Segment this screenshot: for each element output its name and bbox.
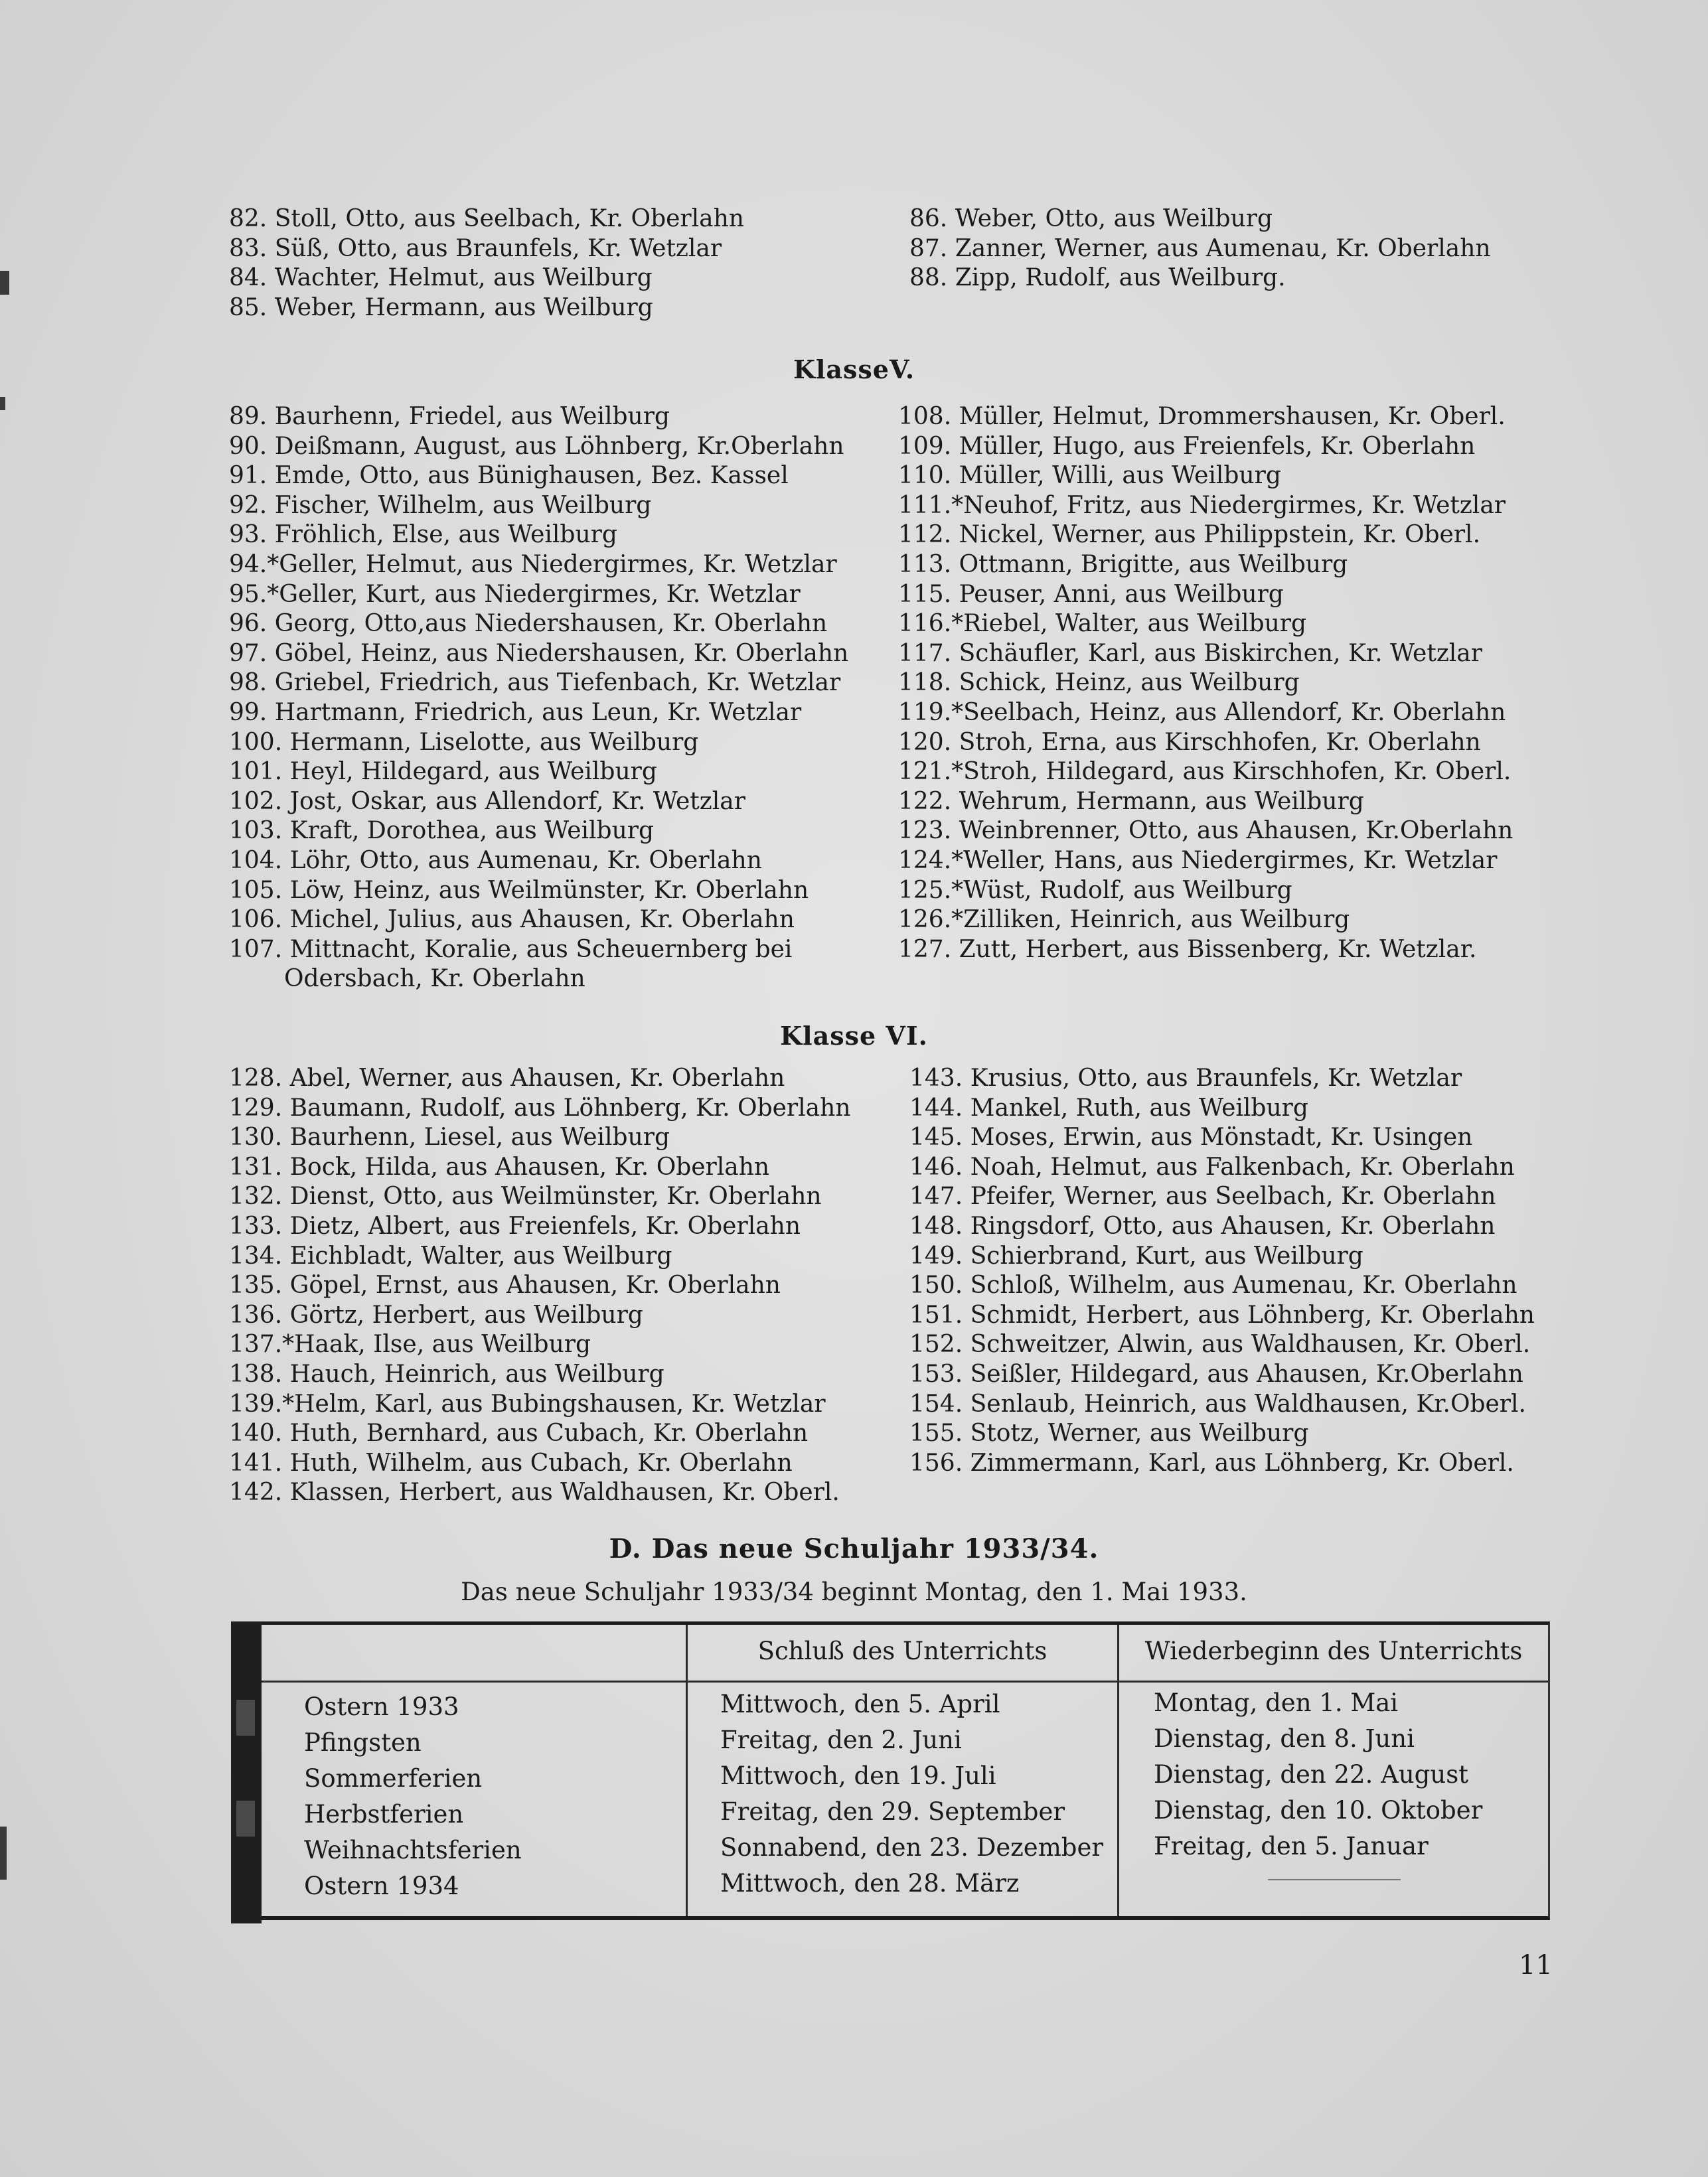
top-list-left [229, 204, 744, 323]
student-entry: 154. Senlaub, Heinrich, aus Waldhausen, Kr.Oberl. [909, 1390, 1526, 1418]
student-entry: 115. Peuser, Anni, aus Weilburg [898, 580, 1284, 608]
student-entry: 90. Deißmann, August, aus Löhnberg, Kr.Oberlahn [229, 432, 844, 460]
student-entry: 88. Zipp, Rudolf, aus Weilburg. [909, 264, 1286, 292]
student-entry: 149. Schierbrand, Kurt, aus Weilburg [909, 1242, 1363, 1270]
student-entry: 124.*Weller, Hans, aus Niedergirmes, Kr. Wetzlar [898, 846, 1498, 874]
student-entry: 135. Göpel, Ernst, aus Ahausen, Kr. Oberlahn [229, 1272, 781, 1300]
student-entry: 126.*Zilliken, Heinrich, aus Weilburg [898, 906, 1350, 934]
holiday-name: Sommerferien [304, 1764, 483, 1793]
klasse-6-right-column [909, 1064, 1535, 1478]
student-entry: 105. Löw, Heinz, aus Weilmünster, Kr. Oberlahn [229, 876, 809, 904]
student-entry: 140. Huth, Bernhard, aus Cubach, Kr. Oberlahn [229, 1420, 809, 1448]
student-entry: 101. Heyl, Hildegard, aus Weilburg [229, 758, 657, 786]
column-header-end: Schluß des Unterrichts [757, 1637, 1048, 1665]
student-entry: 98. Griebel, Friedrich, aus Tiefenbach, Kr. Wetzlar [229, 669, 841, 697]
student-entry: 103. Kraft, Dorothea, aus Weilburg [229, 817, 655, 845]
student-entry: 134. Eichbladt, Walter, aus Weilburg [229, 1242, 672, 1270]
student-entry: 112. Nickel, Werner, aus Philippstein, Kr. Oberl. [898, 521, 1481, 549]
student-entry: 116.*Riebel, Walter, aus Weilburg [898, 610, 1307, 638]
student-entry: 123. Weinbrenner, Otto, aus Ahausen, Kr.Oberlahn [898, 817, 1514, 845]
student-entry: 120. Stroh, Erna, aus Kirschhofen, Kr. Oberlahn [898, 728, 1481, 756]
top-list-right [909, 204, 1491, 293]
student-entry: 99. Hartmann, Friedrich, aus Leun, Kr. Wetzlar [229, 698, 802, 726]
student-entry: 96. Georg, Otto,aus Niedershausen, Kr. Oberlahn [229, 610, 828, 638]
student-entry: 130. Baurhenn, Liesel, aus Weilburg [229, 1124, 670, 1152]
student-entry: 86. Weber, Otto, aus Weilburg [909, 205, 1273, 232]
student-entry: 132. Dienst, Otto, aus Weilmünster, Kr. Oberlahn [229, 1183, 822, 1211]
student-entry: 148. Ringsdorf, Otto, aus Ahausen, Kr. Oberlahn [909, 1212, 1496, 1240]
student-entry: 91. Emde, Otto, aus Bünighausen, Bez. Kassel [229, 462, 789, 490]
student-entry: 94.*Geller, Helmut, aus Niedergirmes, Kr. Wetzlar [229, 550, 837, 578]
student-entry: 95.*Geller, Kurt, aus Niedergirmes, Kr. Wetzlar [229, 580, 801, 608]
klasse-5-right-column [898, 402, 1513, 964]
student-entry: 97. Göbel, Heinz, aus Niedershausen, Kr. Oberlahn [229, 639, 849, 667]
holiday-name: Weihnachtsferien [304, 1836, 522, 1864]
student-entry: 113. Ottmann, Brigitte, aus Weilburg [898, 550, 1348, 578]
student-entry: 100. Hermann, Liselotte, aus Weilburg [229, 728, 699, 756]
klasse-6-heading: Klasse VI. [780, 1021, 928, 1051]
student-entry: 146. Noah, Helmut, aus Falkenbach, Kr. Oberlahn [909, 1153, 1515, 1181]
column-header-resume: Wiederbeginn des Unterrichts [1144, 1637, 1523, 1665]
end-date: Freitag, den 29. September [720, 1797, 1065, 1826]
page-edge-mark [0, 1827, 7, 1880]
end-date: Sonnabend, den 23. Dezember [720, 1833, 1104, 1862]
page-number: 11 [1519, 1950, 1553, 1981]
student-entry: 125.*Wüst, Rudolf, aus Weilburg [898, 876, 1292, 904]
student-entry: 139.*Helm, Karl, aus Bubingshausen, Kr. Wetzlar [229, 1390, 826, 1418]
student-entry: 121.*Stroh, Hildegard, aus Kirschhofen, Kr. Oberl. [898, 758, 1512, 786]
student-entry: 93. Fröhlich, Else, aus Weilburg [229, 521, 617, 549]
student-entry: 150. Schloß, Wilhelm, aus Aumenau, Kr. Oberlahn [909, 1272, 1517, 1300]
student-entry: 118. Schick, Heinz, aus Weilburg [898, 669, 1300, 697]
student-entry: 155. Stotz, Werner, aus Weilburg [909, 1420, 1309, 1448]
student-entry: 127. Zutt, Herbert, aus Bissenberg, Kr. Wetzlar. [898, 935, 1477, 963]
student-entry: 153. Seißler, Hildegard, aus Ahausen, Kr.Oberlahn [909, 1360, 1523, 1388]
table-left-bar [231, 1621, 262, 1923]
table-bar-notch [236, 1700, 255, 1736]
page-edge-mark [0, 271, 9, 295]
resume-date: Freitag, den 5. Januar [1154, 1832, 1429, 1860]
end-date: Mittwoch, den 19. Juli [720, 1762, 996, 1790]
table-bar-notch [236, 1801, 255, 1837]
student-entry: 144. Mankel, Ruth, aus Weilburg [909, 1094, 1308, 1122]
student-entry: 151. Schmidt, Herbert, aus Löhnberg, Kr. Oberlahn [909, 1301, 1535, 1329]
student-entry: 108. Müller, Helmut, Drommershausen, Kr. Oberl. [898, 403, 1506, 430]
holiday-name: Pfingsten [304, 1728, 422, 1757]
student-entry: 83. Süß, Otto, aus Braunfels, Kr. Wetzlar [229, 234, 722, 262]
student-entry: 89. Baurhenn, Friedel, aus Weilburg [229, 403, 670, 430]
student-entry: 107. Mittnacht, Koralie, aus Scheuernberg bei [229, 935, 793, 963]
student-entry: 92. Fischer, Wilhelm, aus Weilburg [229, 491, 652, 519]
student-entry: 109. Müller, Hugo, aus Freienfels, Kr. Oberlahn [898, 432, 1476, 460]
student-entry-continuation: Odersbach, Kr. Oberlahn [284, 965, 585, 993]
resume-date: Montag, den 1. Mai [1154, 1689, 1399, 1717]
student-entry: 131. Bock, Hilda, aus Ahausen, Kr. Oberlahn [229, 1153, 770, 1181]
student-entry: 106. Michel, Julius, aus Ahausen, Kr. Oberlahn [229, 906, 795, 934]
student-entry: 122. Wehrum, Hermann, aus Weilburg [898, 787, 1364, 815]
student-entry: 82. Stoll, Otto, aus Seelbach, Kr. Oberlahn [229, 205, 744, 232]
student-entry: 152. Schweitzer, Alwin, aus Waldhausen, Kr. Oberl. [909, 1331, 1531, 1359]
klasse-5-left-column [229, 402, 848, 994]
student-entry: 119.*Seelbach, Heinz, aus Allendorf, Kr. Oberlahn [898, 698, 1506, 726]
holiday-name: Herbstferien [304, 1800, 464, 1829]
student-entry: 104. Löhr, Otto, aus Aumenau, Kr. Oberlahn [229, 846, 762, 874]
student-entry: 136. Görtz, Herbert, aus Weilburg [229, 1301, 643, 1329]
student-entry: 138. Hauch, Heinrich, aus Weilburg [229, 1360, 664, 1388]
resume-date: Dienstag, den 22. August [1154, 1760, 1469, 1789]
student-entry: 129. Baumann, Rudolf, aus Löhnberg, Kr. Oberlahn [229, 1094, 851, 1122]
student-entry: 143. Krusius, Otto, aus Braunfels, Kr. Wetzlar [909, 1065, 1462, 1092]
holiday-name: Ostern 1933 [304, 1692, 459, 1721]
holiday-name: Ostern 1934 [304, 1872, 459, 1900]
column-divider [1117, 1625, 1119, 1916]
resume-date: Dienstag, den 10. Oktober [1154, 1796, 1483, 1825]
student-entry: 137.*Haak, Ilse, aus Weilburg [229, 1331, 591, 1359]
student-entry: 142. Klassen, Herbert, aus Waldhausen, Kr. Oberl. [229, 1479, 840, 1507]
student-entry: 128. Abel, Werner, aus Ahausen, Kr. Oberlahn [229, 1065, 785, 1092]
student-entry: 102. Jost, Oskar, aus Allendorf, Kr. Wetzlar [229, 787, 745, 815]
student-entry: 110. Müller, Willi, aus Weilburg [898, 462, 1281, 490]
klasse-6-left-column [229, 1064, 850, 1508]
holiday-schedule-table [232, 1621, 1550, 1920]
column-divider [686, 1625, 688, 1916]
student-entry: 117. Schäufler, Karl, aus Biskirchen, Kr. Wetzlar [898, 639, 1482, 667]
student-entry: 87. Zanner, Werner, aus Aumenau, Kr. Oberlahn [909, 234, 1491, 262]
student-entry: 85. Weber, Hermann, aus Weilburg [229, 293, 653, 321]
section-d-intro: Das neue Schuljahr 1933/34 beginnt Montag, den 1. Mai 1933. [461, 1578, 1247, 1606]
student-entry: 84. Wachter, Helmut, aus Weilburg [229, 264, 653, 292]
student-entry: 156. Zimmermann, Karl, aus Löhnberg, Kr. Oberl. [909, 1449, 1514, 1477]
empty-cell-dash [1268, 1879, 1401, 1880]
student-entry: 147. Pfeifer, Werner, aus Seelbach, Kr. Oberlahn [909, 1183, 1496, 1211]
end-date: Mittwoch, den 5. April [720, 1690, 1000, 1718]
klasse-5-heading: KlasseV. [793, 354, 915, 384]
student-entry: 111.*Neuhof, Fritz, aus Niedergirmes, Kr. Wetzlar [898, 491, 1506, 519]
student-entry: 141. Huth, Wilhelm, aus Cubach, Kr. Oberlahn [229, 1449, 793, 1477]
resume-date: Dienstag, den 8. Juni [1154, 1724, 1415, 1753]
end-date: Mittwoch, den 28. März [720, 1869, 1020, 1898]
end-date: Freitag, den 2. Juni [720, 1726, 962, 1754]
student-entry: 133. Dietz, Albert, aus Freienfels, Kr. Oberlahn [229, 1212, 801, 1240]
page-edge-mark [0, 397, 5, 410]
student-entry: 145. Moses, Erwin, aus Mönstadt, Kr. Usingen [909, 1124, 1473, 1152]
header-divider [262, 1681, 1548, 1683]
section-d-heading: D. Das neue Schuljahr 1933/34. [609, 1533, 1099, 1564]
